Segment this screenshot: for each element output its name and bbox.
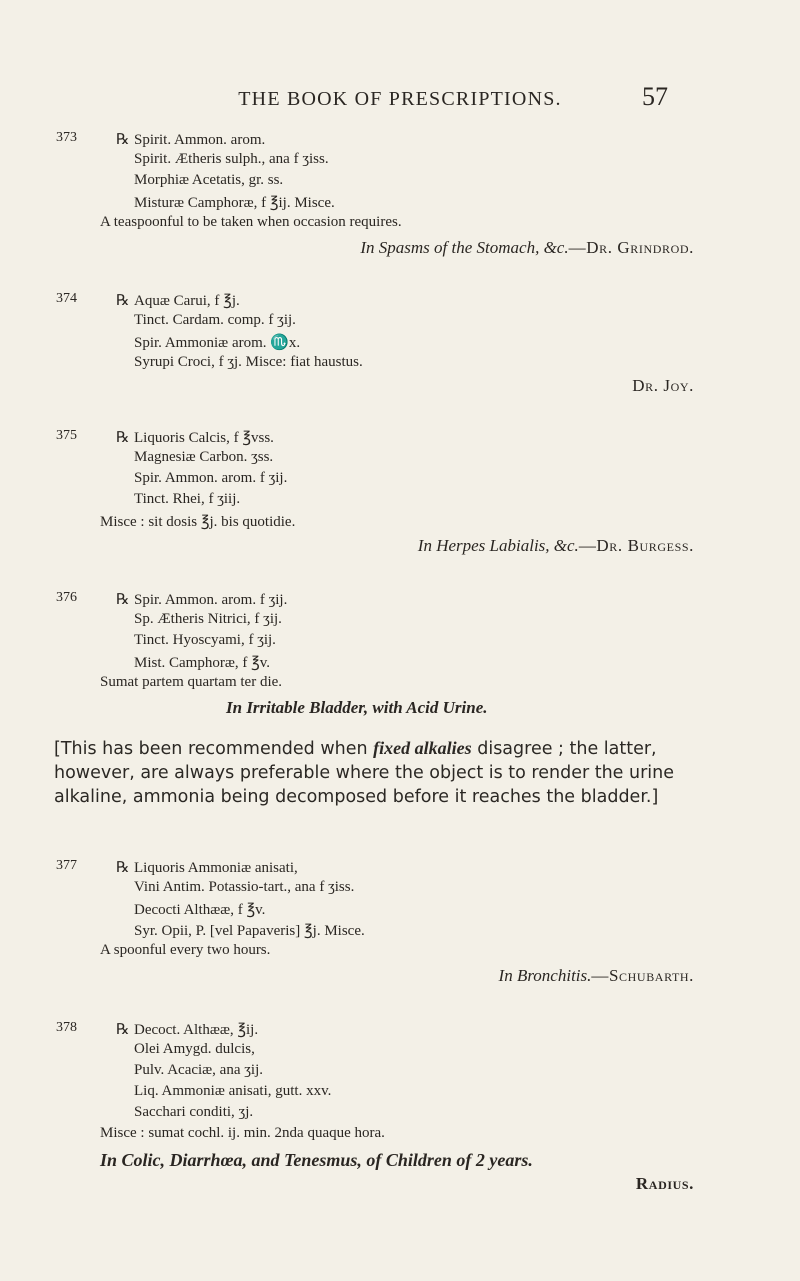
indication-with-author	[418, 536, 694, 556]
indication-with-author	[360, 238, 694, 258]
prescription-line: Sacchari conditi, ʒj.	[134, 1104, 254, 1120]
direction: A spoonful every two hours.	[100, 942, 271, 958]
direction: Misce : sit dosis ℥j. bis quotidie.	[100, 514, 296, 530]
prescription-line: Tinct. Hyoscyami, f ʒij.	[134, 632, 276, 648]
prescription-line: Sp. Ætheris Nitrici, f ʒij.	[134, 611, 282, 627]
prescription-line: Syr. Opii, P. [vel Papaveris] ℥j. Misce.	[134, 923, 365, 939]
indication-with-author	[499, 966, 694, 986]
prescription-line: Vini Antim. Potassio-tart., ana f ʒiss.	[134, 879, 355, 895]
author: Dr. Joy.	[632, 376, 694, 395]
prescription-number: 376	[56, 590, 77, 605]
rx-icon: ℞	[116, 1022, 130, 1038]
note-emphasis: fixed alkalies	[373, 738, 472, 758]
prescription-line: Spir. Ammoniæ arom. ♏x.	[134, 335, 301, 351]
prescription-line: Liq. Ammoniæ anisati, gutt. xxv.	[134, 1083, 332, 1099]
author: —Dr. Grindrod.	[568, 238, 694, 257]
direction: A teaspoonful to be taken when occasion requires.	[100, 214, 402, 230]
prescription-line: Decocti Althææ, f ℥v.	[134, 902, 266, 918]
rx-icon: ℞	[116, 592, 130, 608]
indication: In Spasms of the Stomach, &c.	[360, 238, 569, 257]
prescription-line: ℞ Spir. Ammon. arom. f ʒij.	[116, 592, 288, 608]
indication: In Colic, Diarrhœa, and Tenesmus, of Children of 2 years.	[100, 1150, 533, 1170]
page-number: 57	[642, 82, 668, 111]
indication: In Bronchitis.	[498, 966, 592, 985]
author: —Dr. Burgess.	[578, 536, 694, 555]
rx-icon: ℞	[116, 293, 130, 309]
prescription-line: Tinct. Cardam. comp. f ʒij.	[134, 312, 296, 328]
author: —Schubarth.	[591, 966, 694, 985]
prescription-line: ℞ Liquoris Calcis, f ℥vss.	[116, 430, 274, 446]
rx-icon: ℞	[116, 430, 130, 446]
prescription-line: Magnesiæ Carbon. ʒss.	[134, 449, 274, 465]
prescription-number: 374	[56, 291, 77, 306]
prescription-number: 375	[56, 428, 77, 443]
rx-icon: ℞	[116, 860, 130, 876]
prescription-line: ℞ Spirit. Ammon. arom.	[116, 132, 266, 148]
indication: In Herpes Labialis, &c.	[417, 536, 579, 555]
author: Radius.	[635, 1174, 694, 1193]
rx-icon: ℞	[116, 132, 130, 148]
prescription-line: Syrupi Croci, f ʒj. Misce: fiat haustus.	[134, 354, 363, 370]
running-head: THE BOOK OF PRESCRIPTIONS.	[238, 88, 562, 110]
prescription-number: 373	[56, 130, 77, 145]
indication: In Irritable Bladder, with Acid Urine.	[226, 698, 488, 717]
prescription-line: Spir. Ammon. arom. f ʒij.	[134, 470, 288, 486]
direction: Misce : sumat cochl. ij. min. 2nda quaque hora.	[100, 1125, 385, 1141]
prescription-line: Pulv. Acaciæ, ana ʒij.	[134, 1062, 263, 1078]
prescription-line: ℞ Liquoris Ammoniæ anisati,	[116, 860, 298, 876]
prescription-line: Spirit. Ætheris sulph., ana f ʒiss.	[134, 151, 329, 167]
prescription-line: ℞ Aquæ Carui, f ℥j.	[116, 293, 240, 309]
prescription-line: ℞ Decoct. Althææ, ℥ij.	[116, 1022, 259, 1038]
prescription-line: Olei Amygd. dulcis,	[134, 1041, 255, 1057]
prescription-number: 377	[56, 858, 77, 873]
editorial-note: [This has been recommended when fixed alkalies disagree ; the latter, however, are always preferable where the object is to render the urine alkaline, ammonia being decomposed before it reaches the bladder.]	[54, 738, 675, 807]
prescription-line: Morphiæ Acetatis, gr. ss.	[134, 172, 284, 188]
prescription-line: Tinct. Rhei, f ʒiij.	[134, 491, 241, 507]
direction: Sumat partem quartam ter die.	[100, 674, 283, 690]
prescription-line: Mist. Camphoræ, f ℥v.	[134, 655, 271, 671]
prescription-line: Misturæ Camphoræ, f ℥ij. Misce.	[134, 195, 335, 211]
prescription-number: 378	[56, 1020, 77, 1035]
